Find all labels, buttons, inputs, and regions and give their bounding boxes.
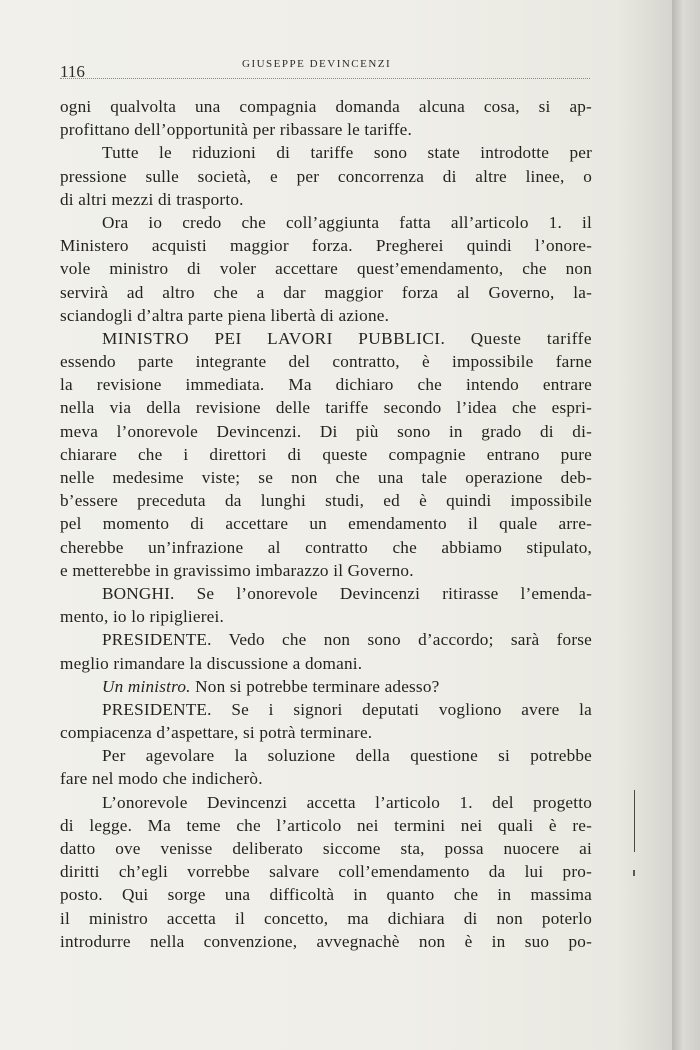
text-line: introdurre nella convenzione, avvegnachè non è in suo po- [60,931,592,951]
text-line: essendo parte integrante del contratto, è impossibile farne [60,352,592,372]
text-line: compiacenza d’aspettare, si potrà terminare. [60,723,373,743]
text-line: nelle medesime viste; se non che una tale operazione deb- [60,468,592,487]
text-line: vole ministro di voler accettare quest’emendamento, che non [60,259,592,279]
text-line: Tutte le riduzioni di tariffe sono state introdotte per [102,143,592,163]
margin-pencil-dot [633,870,635,876]
text-line: pressione sulle società, e per concorrenza di altre linee, o [60,166,592,186]
italic-speaker: Un ministro. [102,676,191,696]
text-line: servirà ad altro che a dar maggior forza al Governo, la- [60,282,592,302]
text-line: di altri mezzi di trasporto. [60,189,244,209]
running-title: GIUSEPPE DEVINCENZI [242,58,392,70]
text-line: BONGHI. Se l’onorevole Devincenzi ritirasse l’emenda- [102,583,592,603]
text-line: chiarare che i direttori di queste compagnie entrano pure [60,444,592,464]
text-line: L’onorevole Devincenzi accetta l’articolo 1. del progetto [102,792,592,812]
text-line: profittano dell’opportunità per ribassare le tariffe. [60,120,412,140]
text-line: cherebbe un’infrazione al contratto che abbiamo stipulato, [60,537,592,557]
text-line: fare nel modo che indicherò. [60,769,263,789]
speaker-remark: Non si potrebbe terminare adesso? [190,676,440,696]
text-line: mento, io lo ripiglierei. [60,607,224,627]
text-line: meva l’onorevole Devincenzi. Di più sono in grado di di- [60,421,592,441]
running-head [60,58,590,79]
text-line: meglio rimandare la discussione a domani. [60,653,363,673]
text-line: sciandogli d’altra parte piena libertà di azione. [60,305,390,325]
margin-pencil-mark [634,790,635,852]
text-line: b’essere preceduta da lunghi studi, ed è quindi impossibile [60,491,592,511]
text-line: di legge. Ma teme che l’articolo nei termini nei quali è re- [60,815,592,835]
text-line: PRESIDENTE. Vedo che non sono d’accordo; sarà forse [102,630,592,650]
text-line: Per agevolare la soluzione della questione si potrebbe [102,746,592,766]
text-line: pel momento di accettare un emendamento il quale arre- [60,514,592,534]
text-line: ogni qualvolta una compagnia domanda alcuna cosa, si ap- [60,97,592,116]
facing-page-edge [672,0,700,1050]
text-line-italic-speaker [60,675,592,698]
text-line: e metterebbe in gravissimo imbarazzo il Governo. [60,560,414,580]
text-line: MINISTRO PEI LAVORI PUBBLICI. Queste tariffe [102,328,592,348]
body-text [60,95,592,953]
text-line: PRESIDENTE. Se i signori deputati vogliono avere la [102,699,592,719]
text-line: datto ove venisse deliberato siccome sta, possa nuocere ai [60,839,592,858]
text-line: Ministero acquisti maggior forza. Pregherei quindi l’onore- [60,236,592,256]
text-line: posto. Qui sorge una difficoltà in quanto che in massima [60,885,592,905]
page-number: 116 [60,62,85,81]
text-line: il ministro accetta il concetto, ma dichiara di non poterlo [60,908,592,928]
text-line: la revisione immediata. Ma dichiaro che intendo entrare [60,375,592,395]
text-line: nella via della revisione delle tariffe secondo l’idea che espri- [60,398,592,418]
text-line: Ora io credo che coll’aggiunta fatta all’articolo 1. il [102,212,592,232]
text-line: diritti ch’egli vorrebbe salvare coll’emendamento da lui pro- [60,862,592,882]
